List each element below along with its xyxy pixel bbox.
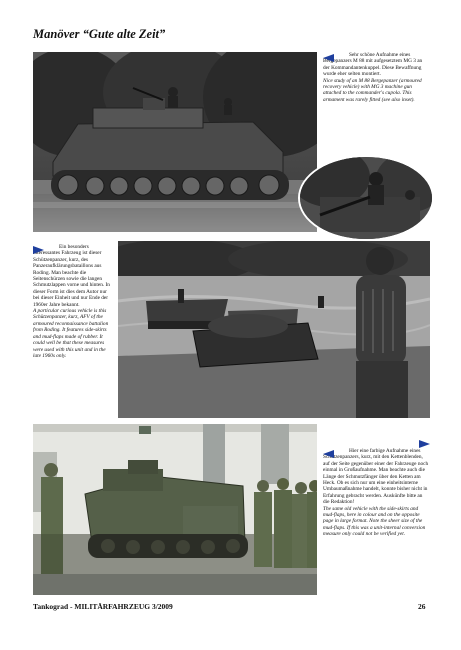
caption-spz-roding (33, 244, 113, 359)
caption-colour-german: Hier eine farbige Aufnahme eines Schützenpanzers, kurz, mit den Kettenblenden, auf der Seite gegenüber einer der Fahrzeuge noch einmal in Großaufnahme. Man beachte auch die Länge der Schmutzfänger über den Ketten am Heck. Ob es sich nur um eine einheitsinterne Umbaumaßnahme handelt, konnte bisher nicht in Erfahrung gebracht werden. Auskünfte bitte an die Redaktion! (323, 448, 429, 506)
footer-publication: Tankograd - MILITÄRFAHRZEUG 3/2009 (33, 602, 173, 611)
photo-m88-recovery-vehicle (33, 52, 317, 232)
caption-spz-english: A particular curious vehicle is this Schützenpanzer, kurz, AFV of the armoured reconnaissance battalion from Roding. It features side-skirts and mud-flaps made of rubber. It could well be that these measures were used with this unit and in the late 1960s only. (33, 308, 109, 359)
page-number: 26 (418, 602, 426, 611)
photo-river-crossing (118, 241, 430, 418)
caption-spz-colour (323, 448, 430, 538)
caption-colour-english: The same old vehicle with the side-skirts and mud-flaps, here in colour and on the opposite page in large format. Note the sheer size of the mud-flaps. If this was a unit-internal conversion measure only could not be verified yet. (323, 505, 426, 538)
caption-m88 (323, 52, 430, 103)
inset-mg3-photo (298, 155, 434, 241)
page-title: Manöver “Gute alte Zeit” (33, 27, 166, 41)
caption-m88-english: Nice study of an M 88 Bergepanzer (armoured recovery vehicle) with MG 3 machine gun attached to the commander's cupola. This armament was rarely fitted (see also inset). (323, 77, 422, 103)
caption-spz-german: Ein besonders interessantes Fahrzeug ist dieser Schützenpanzer, kurz, des Panzeraufklärungsbataillons aus Roding. Man beachte die Seitenschürzen sowie die langen Schmutzlappen vorne und hinten. In dieser Form ist dies dem Autor nur bei dieser Einheit und nur Ende der 1960er Jahre bekannt. (33, 244, 110, 308)
photo-spz-colour (33, 424, 317, 595)
caption-m88-german: Sehr schöne Aufnahme eines Bergepanzers M 88 mit aufgesetztem MG 3 an der Kommandantenkuppel. Diese Bewaffnung wurde eher selten montiert. (323, 52, 423, 78)
arrow-right-icon (419, 440, 430, 448)
arrow-right-icon (33, 246, 44, 254)
arrow-left-icon (323, 450, 334, 458)
arrow-left-icon (323, 54, 334, 62)
